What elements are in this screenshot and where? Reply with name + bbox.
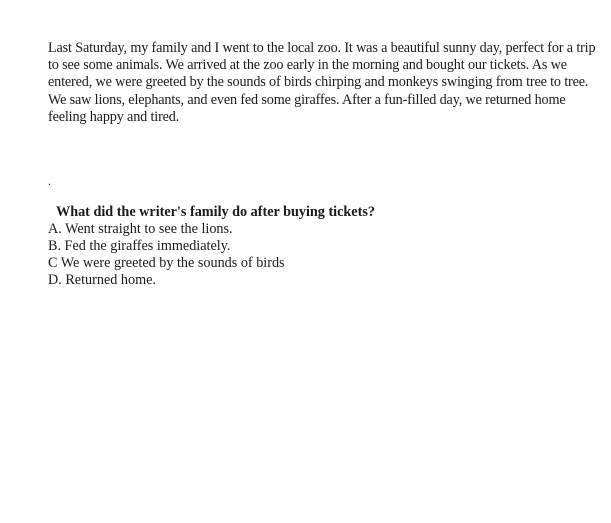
option-d: D. Returned home. — [48, 272, 156, 288]
reading-passage: Last Saturday, my family and I went to the local zoo. It was a beautiful sunny day, perfect for a trip to see some animals. We arrived at the zoo early in the morning and bought our tickets. As we entered, we were greeted by the sounds of birds chirping and monkeys swinging from tree to tree. We saw lions, elephants, and even fed some giraffes. After a fun-filled day, we returned home feeling happy and tired. — [48, 40, 596, 125]
option-b: B. Fed the giraffes immediately. — [48, 238, 231, 254]
separator-dot: . — [48, 174, 51, 188]
question-text: What did the writer's family do after buying tickets? — [56, 204, 375, 220]
answer-options — [48, 221, 285, 289]
option-c: C We were greeted by the sounds of birds — [48, 255, 285, 271]
option-a: A. Went straight to see the lions. — [48, 221, 233, 237]
